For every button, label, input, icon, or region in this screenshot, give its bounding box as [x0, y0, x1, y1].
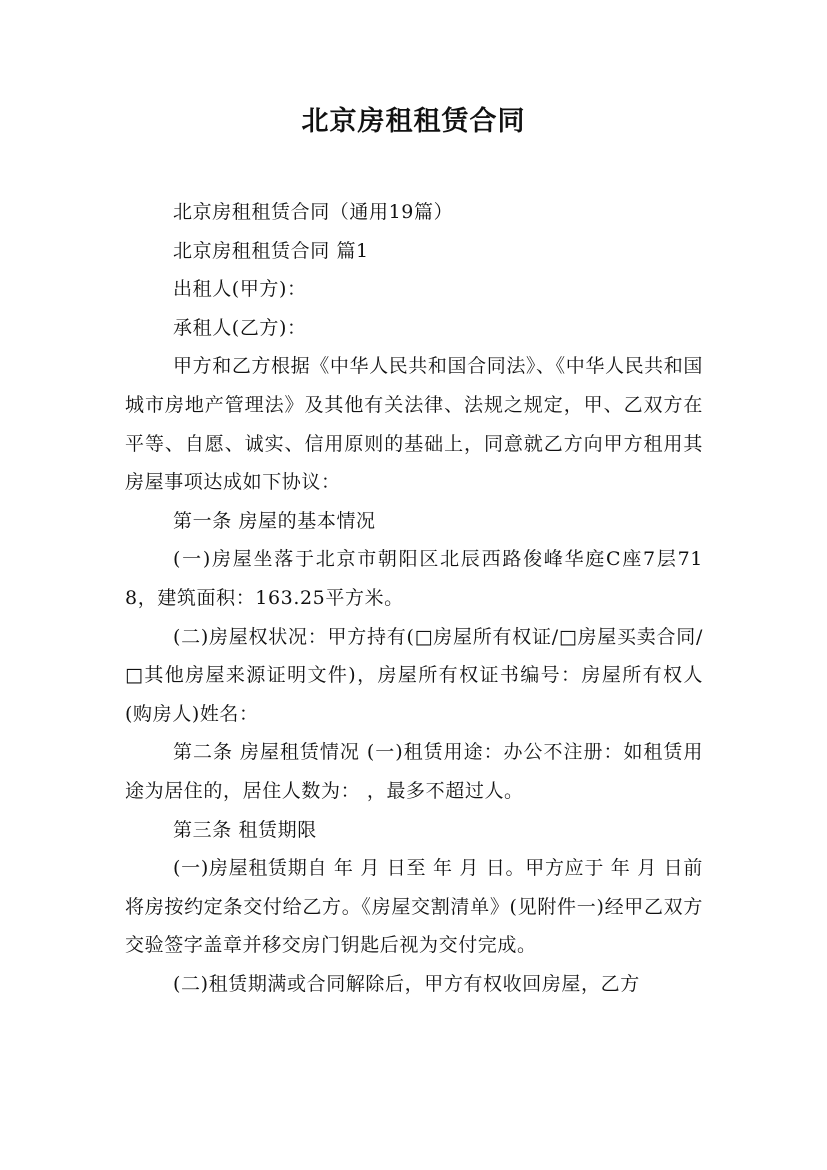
paragraph-lessee: 承租人(乙方)：	[173, 316, 307, 339]
paragraph-article-2: 第二条 房屋租赁情况 (一)租赁用途：办公不注册：如租赁用途为居住的，居住人数为： ，最多不超过人。	[125, 741, 703, 802]
paragraph-article-3: 第三条 租赁期限	[173, 818, 317, 841]
paragraph-heading: 北京房租租赁合同（通用19篇）	[173, 201, 454, 223]
paragraph-location: (一)房屋坐落于北京市朝阳区北辰西路俊峰华庭C座7层718，建筑面积：163.25平方米。	[125, 548, 703, 609]
document-body	[125, 193, 703, 1003]
paragraph-article-1: 第一条 房屋的基本情况	[173, 509, 376, 532]
paragraph-term: (一)房屋租赁期自 年 月 日至 年 月 日。甲方应于 年 月 日前将房按约定条交付给乙方。《房屋交割清单》(见附件一)经甲乙双方交验签字盖章并移交房门钥匙后视为交付完成。	[125, 857, 703, 957]
paragraph-lessor: 出租人(甲方)：	[173, 278, 307, 301]
paragraph-preamble: 甲方和乙方根据《中华人民共和国合同法》、《中华人民共和国城市房地产管理法》及其他有关法律、法规之规定，甲、乙双方在平等、自愿、诚实、信用原则的基础上，同意就乙方向甲方租用其房屋事项达成如下协议：	[125, 355, 703, 494]
paragraph-ownership: (二)房屋权状况：甲方持有(□房屋所有权证/□房屋买卖合同/□其他房屋来源证明文件)，房屋所有权证书编号：房屋所有权人(购房人)姓名：	[125, 625, 703, 725]
paragraph-part-title: 北京房租租赁合同 篇1	[173, 239, 369, 262]
paragraph-expiry: (二)租赁期满或合同解除后，甲方有权收回房屋，乙方	[173, 972, 640, 995]
document-title: 北京房租租赁合同	[301, 106, 526, 137]
